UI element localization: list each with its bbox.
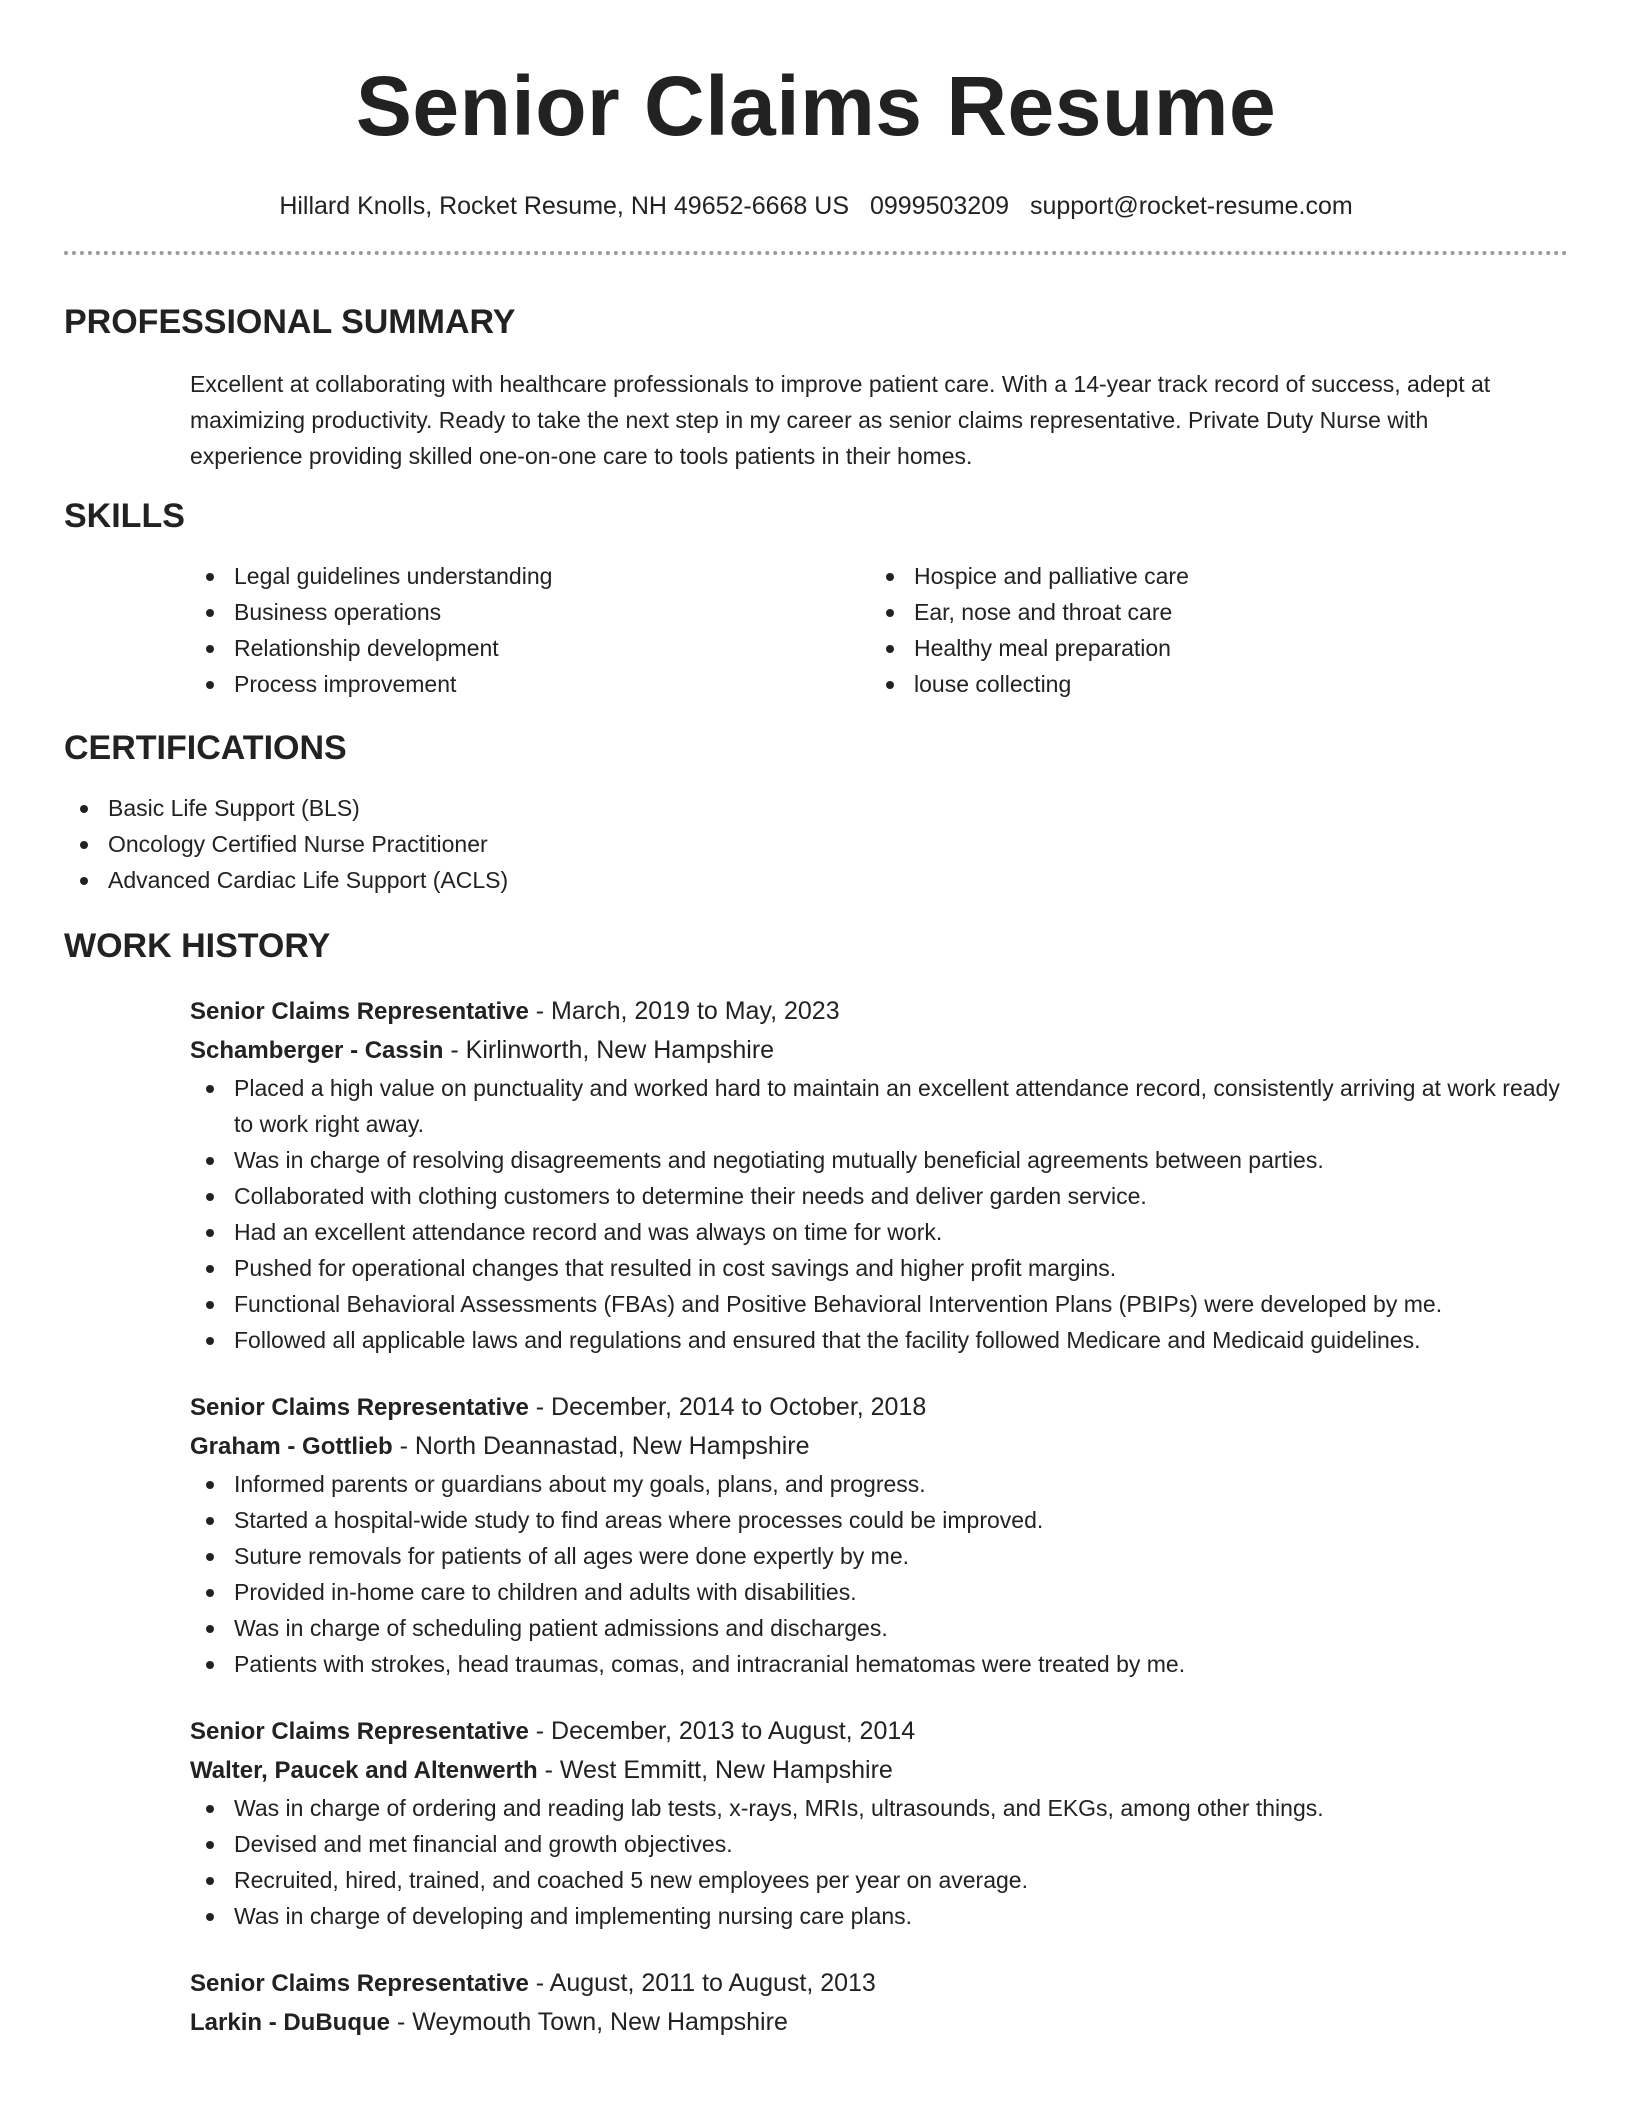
summary-section	[64, 302, 1568, 474]
job-company-line	[190, 1031, 1568, 1070]
job-bullet: Functional Behavioral Assessments (FBAs) and Positive Behavioral Intervention Plans (PBIPs) were developed by me.	[190, 1286, 1568, 1322]
job-bullet: Was in charge of resolving disagreements and negotiating mutually beneficial agreements between parties.	[190, 1142, 1568, 1178]
certifications-section	[64, 728, 1568, 898]
skill-item: Legal guidelines understanding	[190, 558, 870, 594]
job-bullet: Collaborated with clothing customers to determine their needs and deliver garden service.	[190, 1178, 1568, 1214]
job-company: Walter, Paucek and Altenwerth	[190, 1757, 538, 1784]
skill-item: Healthy meal preparation	[870, 630, 1550, 666]
skills-section	[64, 496, 1568, 702]
job-title-line	[190, 1712, 1568, 1751]
certifications-list	[64, 790, 1568, 898]
job-location: - Weymouth Town, New Hampshire	[390, 2008, 788, 2036]
job-bullet: Devised and met financial and growth objectives.	[190, 1826, 1568, 1862]
skill-item: Ear, nose and throat care	[870, 594, 1550, 630]
job-bullet: Pushed for operational changes that resulted in cost savings and higher profit margins.	[190, 1250, 1568, 1286]
certification-item: Basic Life Support (BLS)	[64, 790, 1568, 826]
job-entry	[190, 1388, 1568, 1682]
contact-email: support@rocket-resume.com	[1029, 192, 1353, 220]
job-location: - West Emmitt, New Hampshire	[537, 1756, 893, 1784]
work-history-section	[64, 926, 1568, 2042]
job-title-line	[190, 1388, 1568, 1427]
job-company-line	[190, 1751, 1568, 1790]
header-divider	[64, 251, 1568, 255]
job-title: Senior Claims Representative	[190, 998, 529, 1025]
job-bullet: Recruited, hired, trained, and coached 5 new employees per year on average.	[190, 1862, 1568, 1898]
job-dates: - March, 2019 to May, 2023	[528, 997, 840, 1025]
job-company: Larkin - DuBuque	[190, 2009, 391, 2036]
contact-address: Hillard Knolls, Rocket Resume, NH 49652-6668 US	[279, 192, 850, 220]
job-bullets	[190, 1790, 1568, 1934]
job-bullet: Informed parents or guardians about my goals, plans, and progress.	[190, 1466, 1568, 1502]
skills-list-left	[190, 558, 870, 702]
job-title: Senior Claims Representative	[190, 1718, 529, 1745]
skills-grid	[190, 558, 1568, 702]
job-title: Senior Claims Representative	[190, 1394, 529, 1421]
contact-phone: 0999503209	[869, 192, 1010, 220]
contact-line	[64, 190, 1568, 222]
skill-item: louse collecting	[870, 666, 1550, 702]
job-title-line	[190, 1964, 1568, 2003]
skills-heading: SKILLS	[64, 497, 185, 535]
job-bullet: Placed a high value on punctuality and worked hard to maintain an excellent attendance record, consistently arriving at work ready to work right away.	[190, 1070, 1568, 1142]
skill-item: Relationship development	[190, 630, 870, 666]
job-bullet: Patients with strokes, head traumas, comas, and intracranial hematomas were treated by me.	[190, 1646, 1568, 1682]
certifications-heading: CERTIFICATIONS	[64, 729, 347, 767]
job-location: - Kirlinworth, New Hampshire	[443, 1036, 775, 1064]
job-bullet: Was in charge of ordering and reading lab tests, x-rays, MRIs, ultrasounds, and EKGs, among other things.	[190, 1790, 1568, 1826]
job-company: Schamberger - Cassin	[190, 1037, 444, 1064]
job-entry	[190, 1964, 1568, 2042]
job-bullets	[190, 1070, 1568, 1358]
job-bullet: Provided in-home care to children and adults with disabilities.	[190, 1574, 1568, 1610]
job-dates: - December, 2013 to August, 2014	[528, 1717, 916, 1745]
summary-text: Excellent at collaborating with healthcare professionals to improve patient care. With a 14-year track record of success, adept at maximizing productivity. Ready to take the next step in my career as senior claims representative. Private Duty Nurse with experience providing skilled one-on-one care to tools patients in their homes.	[190, 371, 1491, 469]
job-company-line	[190, 2003, 1568, 2042]
job-dates: - August, 2011 to August, 2013	[528, 1969, 876, 1997]
job-title: Senior Claims Representative	[190, 1970, 529, 1997]
job-bullet: Followed all applicable laws and regulations and ensured that the facility followed Medicare and Medicaid guidelines.	[190, 1322, 1568, 1358]
job-bullet: Started a hospital-wide study to find areas where processes could be improved.	[190, 1502, 1568, 1538]
job-bullet: Suture removals for patients of all ages were done expertly by me.	[190, 1538, 1568, 1574]
job-bullet: Was in charge of scheduling patient admissions and discharges.	[190, 1610, 1568, 1646]
resume-title: Senior Claims Resume	[355, 59, 1277, 153]
certification-item: Oncology Certified Nurse Practitioner	[64, 826, 1568, 862]
skill-item: Business operations	[190, 594, 870, 630]
job-company-line	[190, 1427, 1568, 1466]
job-dates: - December, 2014 to October, 2018	[528, 1393, 927, 1421]
job-bullet: Was in charge of developing and implementing nursing care plans.	[190, 1898, 1568, 1934]
job-company: Graham - Gottlieb	[190, 1433, 393, 1460]
work-history-heading: WORK HISTORY	[64, 927, 331, 965]
job-bullet: Had an excellent attendance record and was always on time for work.	[190, 1214, 1568, 1250]
skills-list-right	[870, 558, 1550, 702]
job-entry	[190, 1712, 1568, 1934]
summary-heading: PROFESSIONAL SUMMARY	[64, 303, 516, 341]
skill-item: Hospice and palliative care	[870, 558, 1550, 594]
job-bullets	[190, 1466, 1568, 1682]
job-title-line	[190, 992, 1568, 1031]
job-entry	[190, 992, 1568, 1358]
skill-item: Process improvement	[190, 666, 870, 702]
certification-item: Advanced Cardiac Life Support (ACLS)	[64, 862, 1568, 898]
job-location: - North Deannastad, New Hampshire	[392, 1432, 810, 1460]
